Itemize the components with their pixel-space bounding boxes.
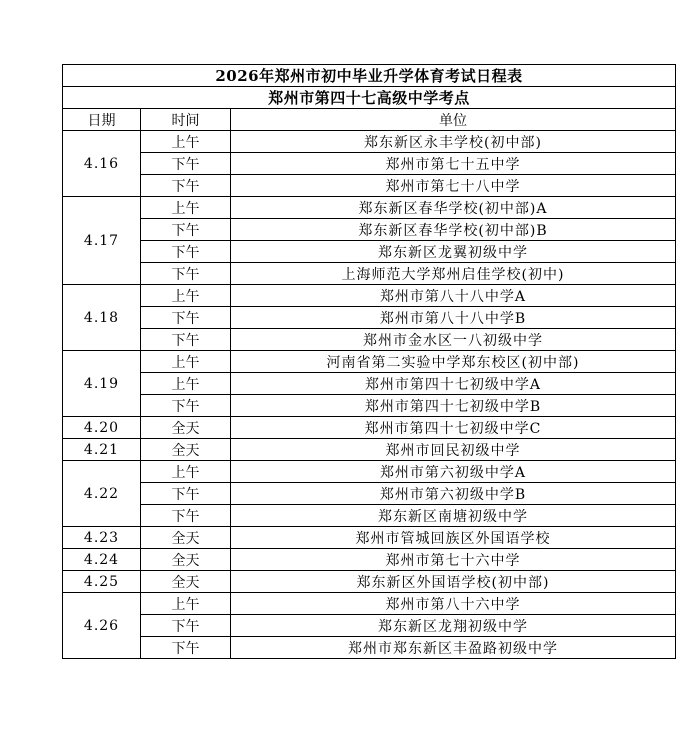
date-cell: 4.17 (63, 197, 141, 285)
time-cell: 上午 (141, 351, 231, 373)
unit-cell: 郑州市第七十六中学 (231, 549, 676, 571)
unit-cell: 郑东新区龙翼初级中学 (231, 241, 676, 263)
unit-cell: 郑州市第四十七初级中学C (231, 417, 676, 439)
table-row (63, 461, 676, 483)
table-row (63, 241, 676, 263)
date-cell: 4.25 (63, 571, 141, 593)
table-row (63, 263, 676, 285)
table-row (63, 153, 676, 175)
unit-cell: 郑东新区龙翔初级中学 (231, 615, 676, 637)
time-cell: 下午 (141, 505, 231, 527)
unit-cell: 郑东新区春华学校(初中部)A (231, 197, 676, 219)
table-row (63, 571, 676, 593)
header-row (63, 109, 676, 131)
time-cell: 下午 (141, 175, 231, 197)
time-cell: 下午 (141, 241, 231, 263)
unit-cell: 上海师范大学郑州启佳学校(初中) (231, 263, 676, 285)
title-row (63, 65, 676, 87)
date-cell: 4.26 (63, 593, 141, 659)
table-title: 2026年郑州市初中毕业升学体育考试日程表 (63, 65, 676, 87)
schedule-table (62, 64, 676, 659)
time-cell: 下午 (141, 329, 231, 351)
table-row (63, 395, 676, 417)
table-row (63, 307, 676, 329)
table-row (63, 373, 676, 395)
date-cell: 4.21 (63, 439, 141, 461)
time-cell: 全天 (141, 549, 231, 571)
unit-header: 单位 (231, 109, 676, 131)
table-row (63, 131, 676, 153)
time-cell: 上午 (141, 131, 231, 153)
time-cell: 下午 (141, 637, 231, 659)
time-header: 时间 (141, 109, 231, 131)
date-cell: 4.20 (63, 417, 141, 439)
unit-cell: 郑州市第四十七初级中学A (231, 373, 676, 395)
date-cell: 4.18 (63, 285, 141, 351)
table-row (63, 637, 676, 659)
time-cell: 上午 (141, 461, 231, 483)
unit-cell: 郑州市回民初级中学 (231, 439, 676, 461)
time-cell: 全天 (141, 417, 231, 439)
schedule-body (63, 131, 676, 659)
table-subtitle: 郑州市第四十七高级中学考点 (63, 87, 676, 109)
unit-cell: 郑州市管城回族区外国语学校 (231, 527, 676, 549)
time-cell: 下午 (141, 307, 231, 329)
time-cell: 下午 (141, 615, 231, 637)
time-cell: 上午 (141, 285, 231, 307)
table-row (63, 329, 676, 351)
table-row (63, 219, 676, 241)
time-cell: 全天 (141, 571, 231, 593)
unit-cell: 郑州市第八十八中学A (231, 285, 676, 307)
unit-cell: 郑州市第六初级中学B (231, 483, 676, 505)
time-cell: 下午 (141, 153, 231, 175)
table-row (63, 285, 676, 307)
table-row (63, 593, 676, 615)
time-cell: 全天 (141, 527, 231, 549)
table-row (63, 615, 676, 637)
unit-cell: 河南省第二实验中学郑东校区(初中部) (231, 351, 676, 373)
unit-cell: 郑州市第八十八中学B (231, 307, 676, 329)
unit-cell: 郑州市郑东新区丰盈路初级中学 (231, 637, 676, 659)
date-cell: 4.22 (63, 461, 141, 527)
table-row (63, 505, 676, 527)
unit-cell: 郑州市第八十六中学 (231, 593, 676, 615)
date-cell: 4.16 (63, 131, 141, 197)
subtitle-row (63, 87, 676, 109)
time-cell: 全天 (141, 439, 231, 461)
time-cell: 下午 (141, 395, 231, 417)
date-cell: 4.19 (63, 351, 141, 417)
time-cell: 上午 (141, 593, 231, 615)
time-cell: 下午 (141, 483, 231, 505)
time-cell: 上午 (141, 197, 231, 219)
time-cell: 下午 (141, 219, 231, 241)
date-cell: 4.23 (63, 527, 141, 549)
unit-cell: 郑东新区外国语学校(初中部) (231, 571, 676, 593)
table-row (63, 197, 676, 219)
time-cell: 下午 (141, 263, 231, 285)
unit-cell: 郑州市第四十七初级中学B (231, 395, 676, 417)
table-row (63, 527, 676, 549)
table-row (63, 175, 676, 197)
table-row (63, 483, 676, 505)
date-header: 日期 (63, 109, 141, 131)
unit-cell: 郑东新区南塘初级中学 (231, 505, 676, 527)
unit-cell: 郑东新区永丰学校(初中部) (231, 131, 676, 153)
table-row (63, 351, 676, 373)
unit-cell: 郑州市第七十八中学 (231, 175, 676, 197)
time-cell: 上午 (141, 373, 231, 395)
table-row (63, 439, 676, 461)
unit-cell: 郑州市第六初级中学A (231, 461, 676, 483)
table-row (63, 417, 676, 439)
unit-cell: 郑州市第七十五中学 (231, 153, 676, 175)
unit-cell: 郑州市金水区一八初级中学 (231, 329, 676, 351)
date-cell: 4.24 (63, 549, 141, 571)
table-row (63, 549, 676, 571)
unit-cell: 郑东新区春华学校(初中部)B (231, 219, 676, 241)
